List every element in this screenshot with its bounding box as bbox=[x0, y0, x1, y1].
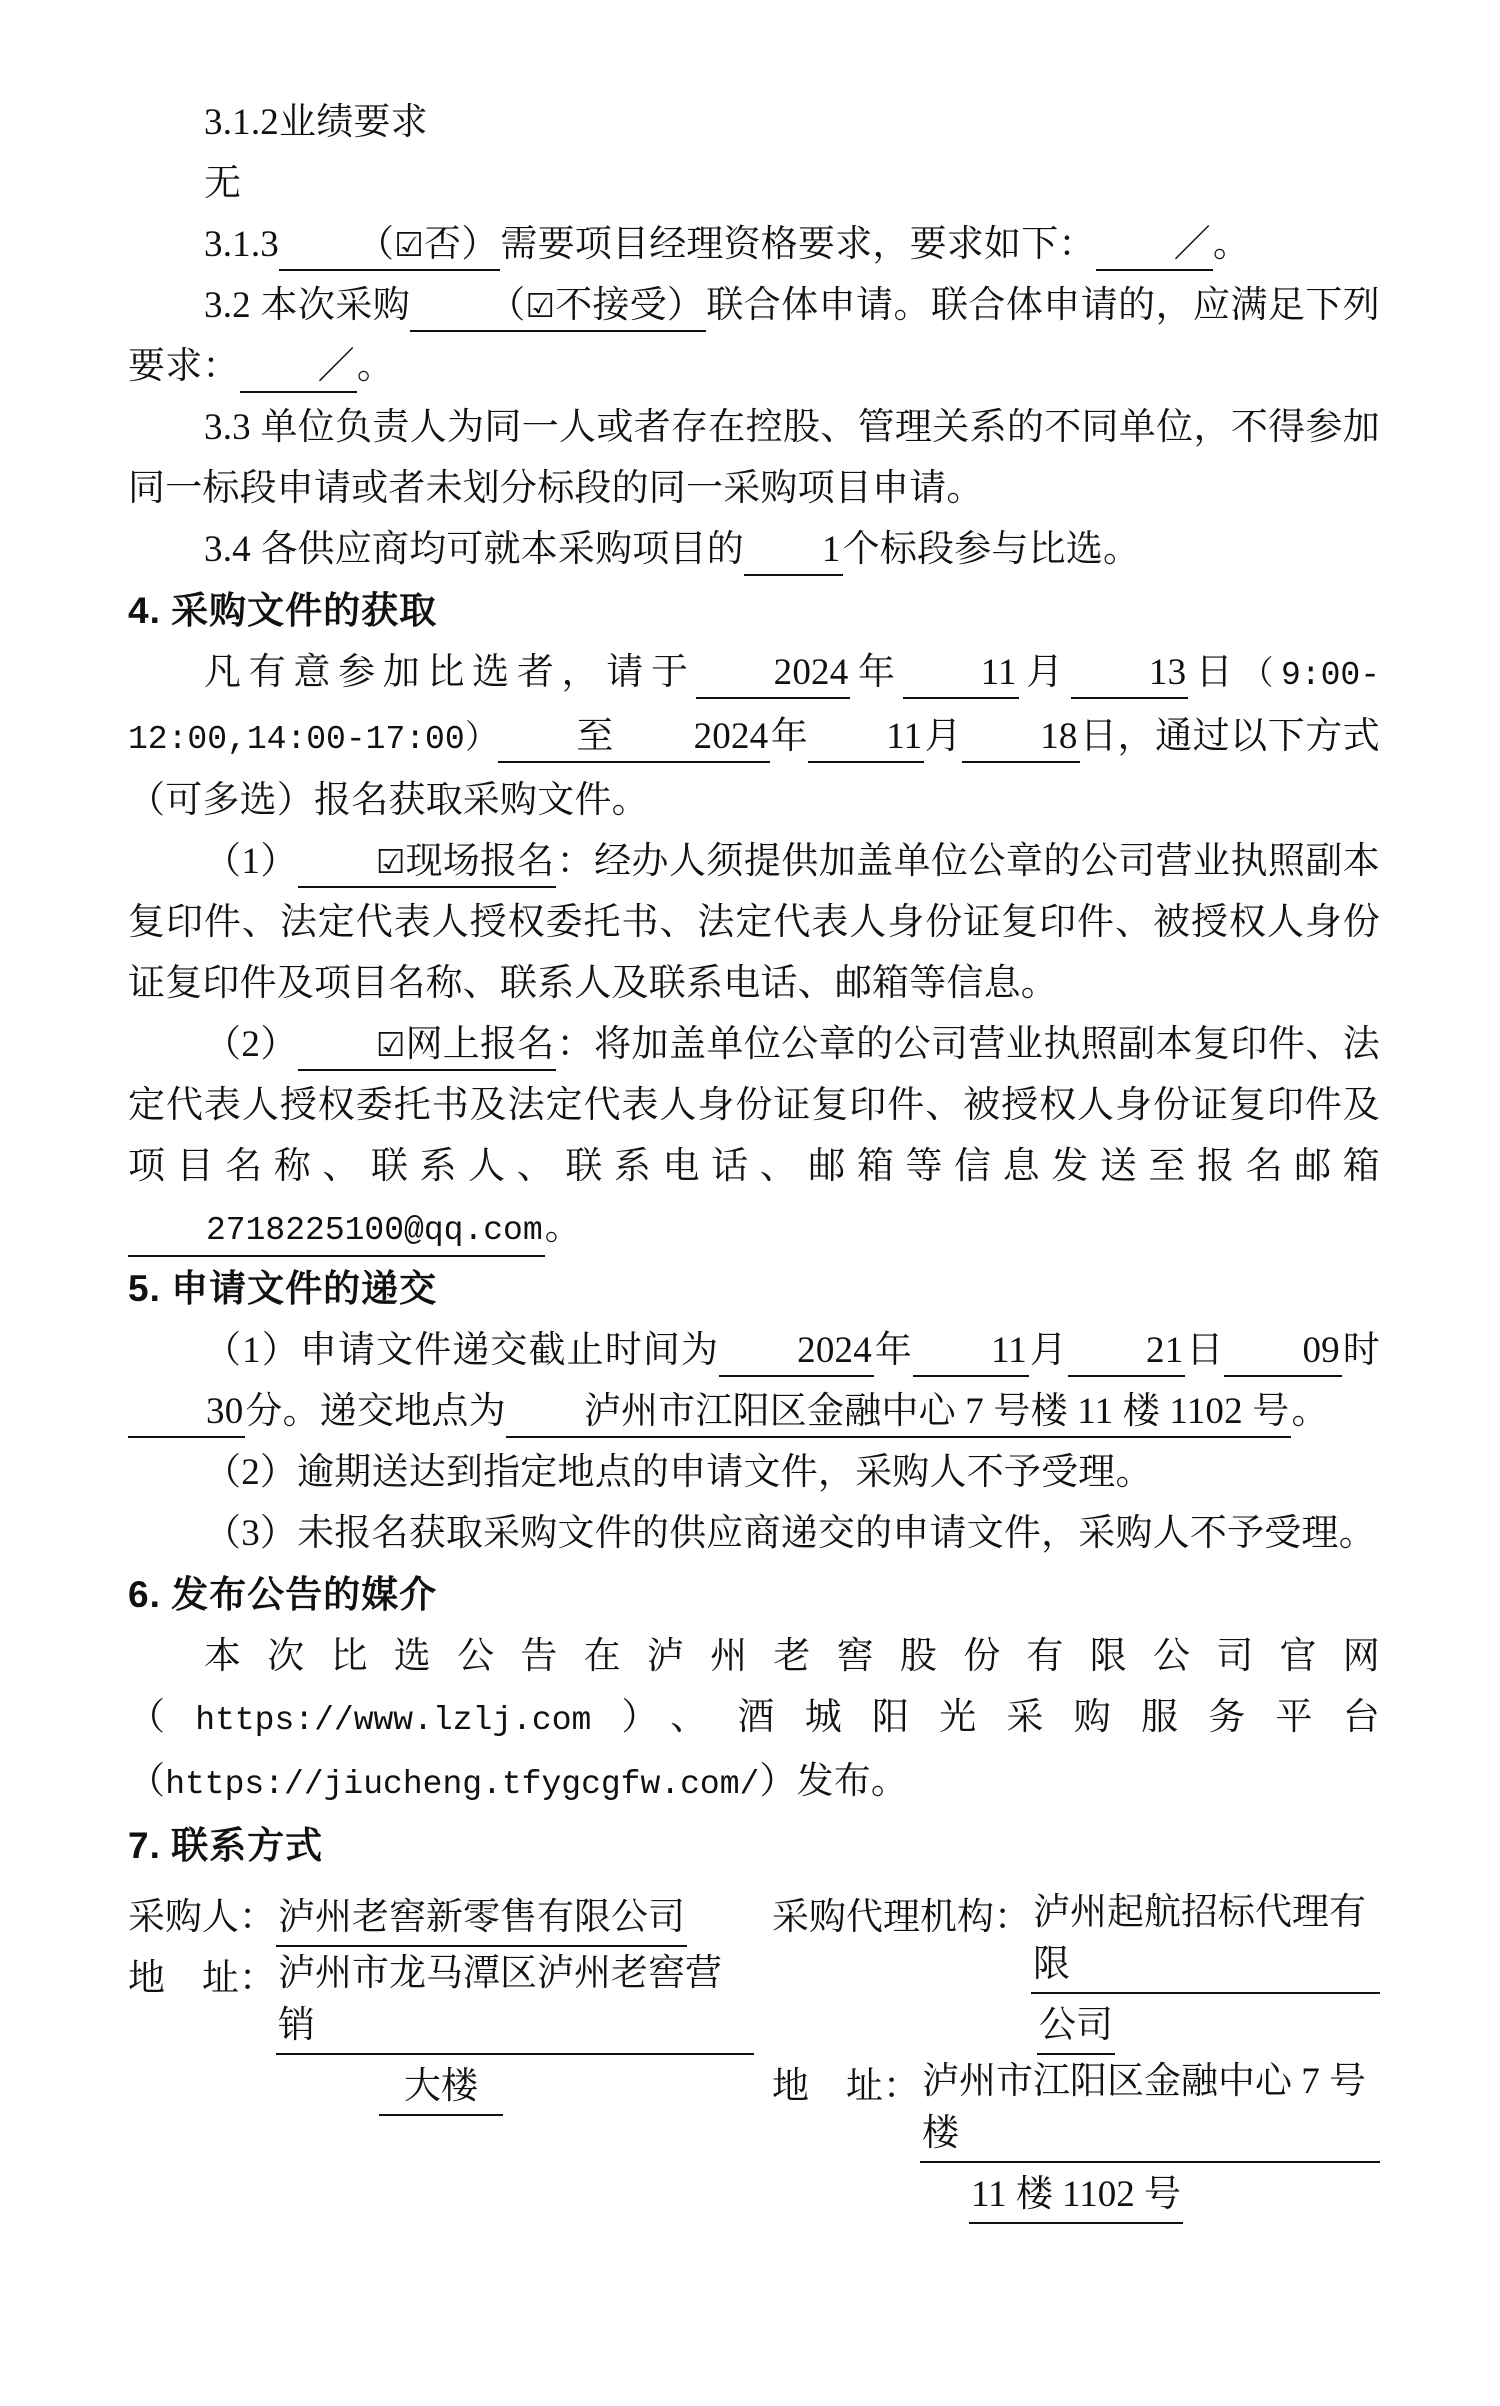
section-5-title: 申请文件的递交 bbox=[171, 1269, 438, 1310]
buyer-address-label: 地 址： bbox=[128, 1958, 276, 1999]
buyer-name[interactable]: 泸州老窖新零售有限公司 bbox=[276, 1892, 687, 1947]
acquire-start-day[interactable]: 13 bbox=[1071, 650, 1188, 699]
section-6-number: 6. bbox=[128, 1574, 161, 1615]
registration-email[interactable]: 2718225100@qq.com bbox=[128, 1208, 545, 1257]
clause-3-1-3-text: 需要项目经理资格要求，要求如下： bbox=[500, 224, 1096, 265]
day-label: 日 bbox=[1185, 1330, 1225, 1371]
agent-address-line-1[interactable]: 泸州市江阳区金融中心 7 号楼 bbox=[920, 2056, 1380, 2163]
clause-3-1-2-number: 3.1.2 bbox=[204, 102, 279, 143]
checkbox-checked-icon[interactable]: ☑ bbox=[394, 225, 424, 264]
acquire-end-year[interactable]: 2024 bbox=[616, 714, 771, 763]
platform-url[interactable]: https://jiucheng.tfygcgfw.com/ bbox=[165, 1766, 760, 1803]
section-6-title: 发布公告的媒介 bbox=[171, 1575, 438, 1616]
agent-address-value bbox=[920, 2056, 1380, 2164]
buyer-address-value-2 bbox=[128, 2056, 754, 2117]
deadline-text-after: 。递交地点为 bbox=[282, 1391, 506, 1432]
checkbox-checked-icon[interactable]: ☑ bbox=[375, 1025, 406, 1064]
agent-address-row bbox=[772, 2056, 1380, 2164]
agent-address-row-2 bbox=[772, 2164, 1380, 2225]
agent-address-value-2 bbox=[772, 2164, 1380, 2225]
month-label: 月 bbox=[1029, 1330, 1069, 1371]
buyer-address-row-2 bbox=[128, 2056, 754, 2117]
media-text-before: 本次比选公告在泸州老窖股份有限公司官网（ bbox=[128, 1636, 1380, 1738]
clause-3-1-2-title: 业绩要求 bbox=[279, 102, 428, 143]
item-2-number: （2） bbox=[204, 1024, 298, 1065]
clause-3-1-3-option: 否 bbox=[424, 224, 462, 265]
clause-3-2 bbox=[128, 275, 1380, 397]
clause-3-4-lot-count[interactable]: 1 bbox=[744, 527, 843, 576]
buyer-address-line-2[interactable]: 大楼 bbox=[379, 2061, 503, 2116]
agent-address-label: 地 址： bbox=[772, 2066, 920, 2107]
section-5-heading bbox=[128, 1258, 1380, 1320]
clause-3-1-2-body: 无 bbox=[204, 163, 242, 204]
item-2-text-after: 。 bbox=[544, 1207, 582, 1248]
clause-3-2-period: 。 bbox=[356, 346, 395, 387]
clause-3-2-number: 3.2 bbox=[204, 285, 251, 326]
section-4-intro bbox=[128, 642, 1380, 831]
clause-3-2-text-before: 本次采购 bbox=[260, 285, 411, 326]
buyer-column bbox=[128, 1887, 754, 2225]
section-5-number: 5. bbox=[128, 1268, 161, 1309]
section-4-item-2 bbox=[128, 1014, 1380, 1258]
clause-3-2-blank[interactable]: ／ bbox=[240, 344, 357, 393]
checkbox-checked-icon[interactable]: ☑ bbox=[525, 286, 556, 325]
section-7-title: 联系方式 bbox=[171, 1826, 324, 1867]
clause-3-1-3 bbox=[128, 214, 1380, 275]
onsite-registration-label: 现场报名 bbox=[405, 841, 555, 882]
clause-3-2-option: 不接受 bbox=[555, 285, 667, 326]
deadline-minute[interactable]: 30 bbox=[128, 1389, 245, 1438]
section-5-item-1 bbox=[128, 1320, 1380, 1442]
official-website-url[interactable]: https://www.lzlj.com bbox=[195, 1702, 592, 1739]
section-6-heading bbox=[128, 1564, 1380, 1626]
section-4-number: 4. bbox=[128, 590, 161, 631]
clause-3-1-3-checkbox-group[interactable]: （☑否） bbox=[279, 222, 500, 271]
clause-3-3-text: 单位负责人为同一人或者存在控股、管理关系的不同单位，不得参加同一标段申请或者未划分标段的同一采购项目申请。 bbox=[128, 407, 1381, 509]
deadline-day[interactable]: 21 bbox=[1068, 1328, 1185, 1377]
acquire-to-label: 至 bbox=[498, 714, 615, 763]
submission-address[interactable]: 泸州市江阳区金融中心 7 号楼 11 楼 1102 号 bbox=[506, 1389, 1292, 1438]
clause-3-4 bbox=[128, 519, 1380, 580]
acquire-end-day[interactable]: 18 bbox=[962, 714, 1079, 763]
year-label: 年 bbox=[850, 652, 903, 693]
clause-3-4-text-before: 各供应商均可就本采购项目的 bbox=[260, 529, 744, 570]
buyer-address-value bbox=[276, 1948, 754, 2056]
agent-name-value bbox=[1031, 1887, 1380, 1995]
deadline-hour[interactable]: 09 bbox=[1224, 1328, 1341, 1377]
clause-3-2-checkbox-group[interactable]: （☑不接受） bbox=[410, 283, 706, 332]
buyer-name-value bbox=[276, 1887, 754, 1948]
buyer-name-row bbox=[128, 1887, 754, 1948]
online-registration-label: 网上报名 bbox=[405, 1024, 555, 1065]
agent-name-line-1[interactable]: 泸州起航招标代理有限 bbox=[1031, 1887, 1380, 1994]
agent-name-row-2 bbox=[772, 1995, 1380, 2056]
section-5-item-2: （2）逾期送达到指定地点的申请文件，采购人不予受理。 bbox=[204, 1452, 1153, 1493]
item-1-number: （1） bbox=[204, 841, 298, 882]
item-1-text: 经办人须提供加盖单位公章的公司营业执照副本复印件、法定代表人授权委托书、法定代表人身份证复印件、被授权人身份证复印件及项目名称、联系人及联系电话、邮箱等信息。 bbox=[128, 841, 1380, 1004]
online-registration-option[interactable] bbox=[298, 1022, 557, 1071]
clause-3-2-text-after: 联合体申请。联合体申请的，应满足下列要求： bbox=[128, 285, 1380, 387]
clause-3-3 bbox=[128, 397, 1380, 519]
deadline-month[interactable]: 11 bbox=[913, 1328, 1029, 1377]
clause-3-4-text-after: 个标段参与比选。 bbox=[842, 529, 1141, 570]
clause-3-1-2-heading bbox=[128, 92, 1380, 153]
month-label: 月 bbox=[1018, 652, 1071, 693]
year-label: 年 bbox=[873, 1330, 913, 1371]
month-label: 月 bbox=[924, 716, 963, 757]
clause-3-1-3-number: 3.1.3 bbox=[204, 224, 279, 265]
contact-block bbox=[128, 1887, 1380, 2225]
section-4-intro-before: 凡有意参加比选者，请于 bbox=[204, 652, 696, 693]
item-2-text-before: 将加盖单位公章的公司营业执照副本复印件、法定代表人授权委托书及法定代表人身份证复印件、被授权人身份证复印件及项目名称、联系人、联系电话、邮箱等信息发送至报名邮箱 bbox=[128, 1024, 1380, 1187]
year-label: 年 bbox=[770, 716, 809, 757]
agent-name-line-2[interactable]: 公司 bbox=[1037, 2000, 1115, 2055]
acquire-end-month[interactable]: 11 bbox=[808, 714, 924, 763]
media-text-after: ）发布。 bbox=[759, 1761, 909, 1802]
onsite-registration-option[interactable] bbox=[298, 839, 557, 888]
colon: ： bbox=[556, 841, 595, 882]
acquire-start-year[interactable]: 2024 bbox=[696, 650, 851, 699]
deadline-text-before: （1）申请文件递交截止时间为 bbox=[204, 1330, 720, 1371]
agent-name-value-2 bbox=[772, 1995, 1380, 2056]
section-4-title: 采购文件的获取 bbox=[171, 591, 438, 632]
minute-label: 分 bbox=[245, 1391, 283, 1432]
clause-3-4-number: 3.4 bbox=[204, 529, 251, 570]
buyer-address-line-1[interactable]: 泸州市龙马潭区泸州老窖营销 bbox=[276, 1948, 754, 2055]
section-7-number: 7. bbox=[128, 1825, 161, 1866]
submission-address-period: 。 bbox=[1291, 1391, 1329, 1432]
agent-label: 采购代理机构： bbox=[772, 1897, 1031, 1938]
section-4-item-1 bbox=[128, 831, 1380, 1014]
section-5-item-3: （3）未报名获取采购文件的供应商递交的申请文件，采购人不予受理。 bbox=[204, 1513, 1376, 1554]
acquire-time-range: （9:00-12:00,14:00-17:00） bbox=[128, 657, 1381, 758]
checkbox-checked-icon[interactable]: ☑ bbox=[375, 842, 406, 881]
acquire-start-month[interactable]: 11 bbox=[903, 650, 1019, 699]
buyer-address-row bbox=[128, 1948, 754, 2056]
agent-name-row bbox=[772, 1887, 1380, 1995]
deadline-year[interactable]: 2024 bbox=[719, 1328, 874, 1377]
agent-column bbox=[754, 1887, 1380, 2225]
media-text-mid: ）、酒城阳光采购服务平台（ bbox=[128, 1697, 1380, 1802]
clause-3-1-3-blank[interactable]: ／ bbox=[1096, 222, 1213, 271]
section-6-body bbox=[128, 1626, 1380, 1815]
hour-label: 时 bbox=[1341, 1330, 1380, 1371]
agent-address-line-2[interactable]: 11 楼 1102 号 bbox=[969, 2169, 1183, 2224]
clause-3-3-number: 3.3 bbox=[204, 407, 251, 448]
clause-3-1-3-period: 。 bbox=[1212, 224, 1251, 265]
section-7-heading bbox=[128, 1815, 1380, 1877]
colon: ： bbox=[556, 1024, 595, 1065]
section-4-intro-after: 日，通过以下方式（可多选）报名获取采购文件。 bbox=[128, 716, 1381, 821]
buyer-label: 采购人： bbox=[128, 1897, 276, 1938]
day-label: 日 bbox=[1188, 652, 1241, 693]
section-4-heading bbox=[128, 580, 1380, 642]
